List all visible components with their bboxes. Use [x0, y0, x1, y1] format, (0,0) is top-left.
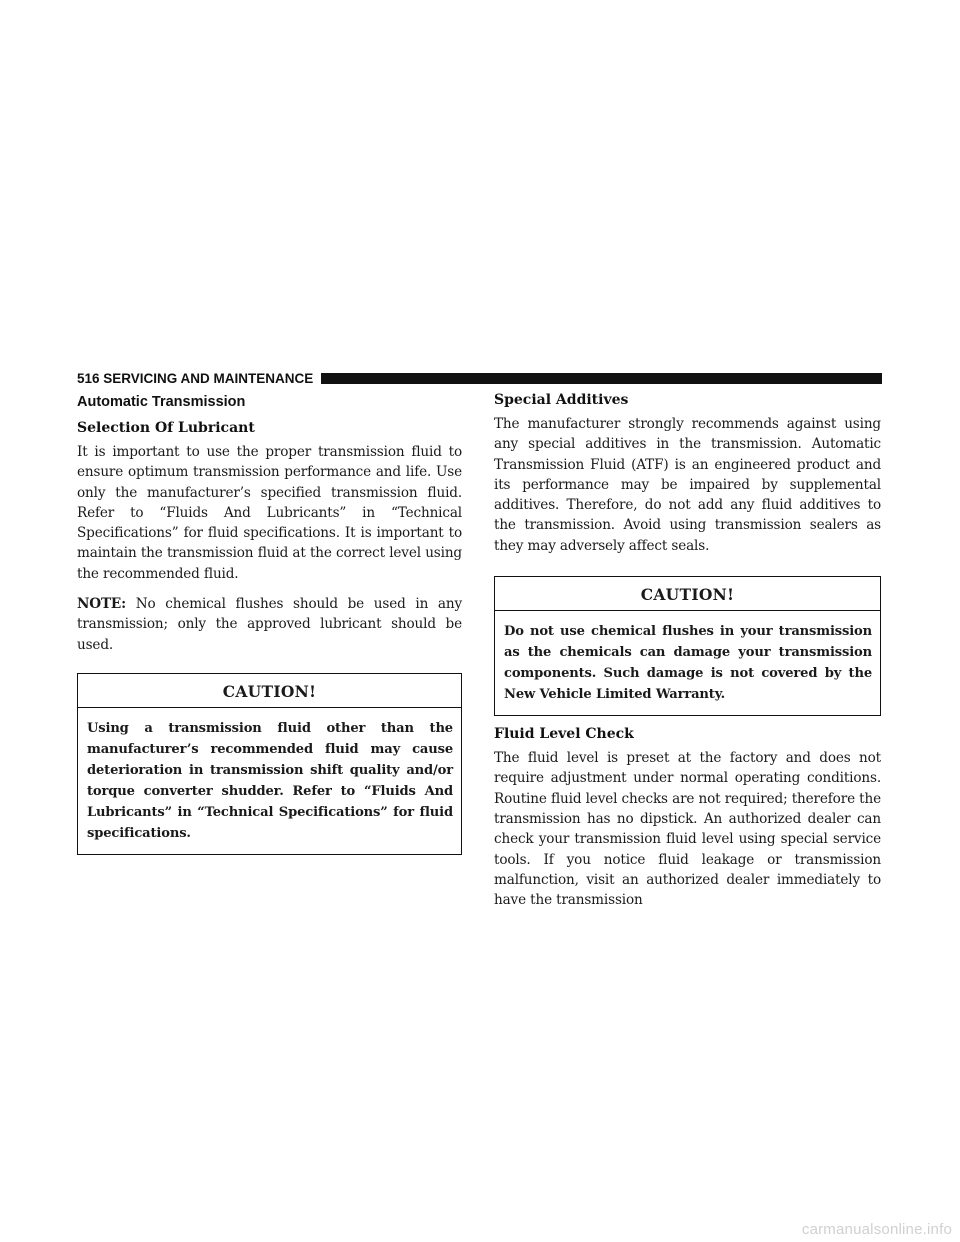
watermark: carmanualsonline.info: [801, 1221, 952, 1238]
subhead-selection-of-lubricant: Selection Of Lubricant: [77, 420, 255, 436]
note-label: NOTE:: [77, 596, 127, 613]
page-number-section-title: 516 SERVICING AND MAINTENANCE: [77, 370, 314, 386]
section-title: Automatic Transmission: [77, 394, 246, 410]
caution-title: CAUTION!: [495, 577, 880, 611]
note-text: No chemical flushes should be used in any transmission; only the approved lubricant should be used.: [77, 596, 462, 653]
note-paragraph: [77, 594, 462, 655]
paragraph-lubricant: It is important to use the proper transmission fluid to ensure optimum transmission performance and life. Use only the manufacturer’s specified transmission fluid. Refer to “Fluids And Lubricants” in “Technical Specifications” for fluid specifications. It is important to maintain the transmission fluid at the correct level using the recommended fluid.: [77, 444, 462, 582]
right-column: [494, 392, 881, 920]
caution-title: CAUTION!: [78, 674, 461, 708]
paragraph-additives: The manufacturer strongly recommends against using any special additives in the transmission. Automatic Transmission Fluid (ATF) is an engineered product and its performance may be impaired by supplemental additives. Therefore, do not add any fluid additives to the transmission. Avoid using transmission sealers as they may adversely affect seals.: [494, 416, 881, 554]
caution-box-flushes: [494, 576, 881, 716]
caution-text: Do not use chemical flushes in your transmission as the chemicals can damage your transmission components. Such damage is not covered by the New Vehicle Limited Warranty.: [504, 624, 872, 703]
subhead-special-additives: Special Additives: [494, 392, 629, 408]
page-header: [77, 369, 882, 387]
subhead-fluid-level-check: Fluid Level Check: [494, 726, 634, 743]
caution-box-lubricant: [77, 673, 462, 855]
left-column: [77, 392, 462, 865]
header-rule: [321, 373, 882, 384]
caution-text: Using a transmission fluid other than the manufacturer’s recommended fluid may cause deterioration in transmission shift quality and/or torque converter shudder. Refer to “Fluids And Lubricants” in “Technical Specifications” for fluid specifications.: [87, 720, 453, 841]
paragraph-fluid-level: The fluid level is preset at the factory and does not require adjustment under normal operating conditions. Routine fluid level checks are not required; therefore the transmission has no dipstick. An authorized dealer can check your transmission fluid level using special service tools. If you notice fluid leakage or transmission malfunction, visit an authorized dealer immediately to have the transmission: [494, 750, 881, 909]
